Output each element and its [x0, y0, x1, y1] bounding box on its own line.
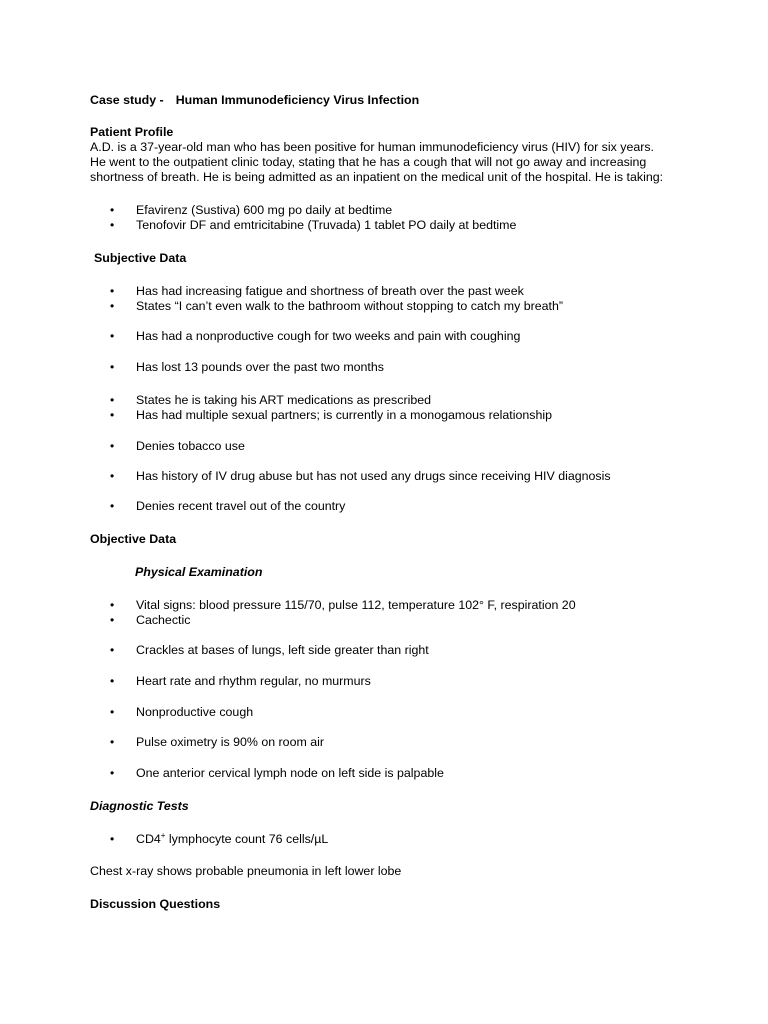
bullet-icon: • [110, 705, 115, 719]
bullet-icon: • [110, 832, 115, 846]
bullet-icon: • [110, 299, 115, 313]
bullet-icon: • [110, 499, 115, 513]
bullet-icon: • [110, 735, 115, 749]
bullet-icon: • [110, 674, 115, 688]
bullet-icon: • [110, 284, 115, 298]
profile-line: A.D. is a 37-year-old man who has been positive for human immunodeficiency virus (HIV) for six years. [90, 140, 655, 154]
bullet-icon: • [110, 439, 115, 453]
bullet-icon: • [110, 598, 115, 612]
document-page: Case study - Human Immunodeficiency Virus Infection Patient Profile A.D. is a 37-year-old man who has been positive for human immunodeficiency virus (HIV) for six years. He went to the outpatient clinic today, stating that he has a cough that will not go away and increasing shortness of breath. He is being admitted as an inpatient on the medical unit of the hospital. He is taking: • Efavirenz (Sustiva) 600 mg po daily at bedtime • Tenofovir DF and emtricitabine (Truvada) 1 tablet PO daily at bedtime Subjective Data • Has had increasing fatigue and shortness of breath over the past week • States “I can’t even walk to the bathroom without stopping to catch my breath” • Has had a nonproductive cough for two weeks and pain with coughing • Has lost 13 pounds over the past two months • States he is taking his ART medications as prescribed • Has had multiple sexual partners; is currently in a monogamous relationship • Denies tobacco use • Has history of IV drug abuse but has not used any drugs since receiving HIV diagnosis • Denies recent travel out of the country Objective Data Physical Examination • Vital signs: blood pressure 115/70, pulse 112, temperature 102° F, respiration 20 • Cachectic • Crackles at bases of lungs, left side greater than right • Heart rate and rhythm regular, no murmurs • Nonproductive cough • Pulse oximetry is 90% on room air • One anterior cervical lymph node on left side is palpable Diagnostic Tests • CD4+ lymphocyte count 76 cells/µL Chest x-ray shows probable pneumonia in left lower lobe Discussion Questions [0, 0, 768, 1024]
patient-profile-heading: Patient Profile [90, 125, 174, 139]
bullet-icon: • [110, 766, 115, 780]
title-topic: Human Immunodeficiency Virus Infection [175, 93, 420, 107]
diagnostic-heading: Diagnostic Tests [90, 799, 189, 813]
cd4-count-text: CD4+ lymphocyte count 76 cells/µL [136, 831, 329, 846]
bullet-icon: • [110, 203, 115, 217]
bullet-icon: • [110, 360, 115, 374]
bullet-icon: • [110, 613, 115, 627]
title-prefix: Case study - [90, 93, 164, 107]
profile-line: He went to the outpatient clinic today, stating that he has a cough that will not go away and increasing [90, 155, 647, 169]
bullet-icon: • [110, 329, 115, 343]
patient-profile-paragraph [90, 140, 690, 185]
bullet-icon: • [110, 218, 115, 232]
profile-line: shortness of breath. He is being admitted as an inpatient on the medical unit of the hospital. He is taking: [90, 170, 664, 184]
bullet-icon: • [110, 393, 115, 407]
subjective-heading: Subjective Data [94, 251, 187, 265]
bullet-icon: • [110, 469, 115, 483]
discussion-heading: Discussion Questions [90, 897, 221, 911]
bullet-icon: • [110, 643, 115, 657]
objective-heading: Objective Data [90, 532, 177, 546]
xray-result: Chest x-ray shows probable pneumonia in left lower lobe [90, 864, 402, 878]
physical-exam-subheading: Physical Examination [135, 565, 263, 579]
case-study-title [90, 93, 690, 108]
bullet-icon: • [110, 408, 115, 422]
